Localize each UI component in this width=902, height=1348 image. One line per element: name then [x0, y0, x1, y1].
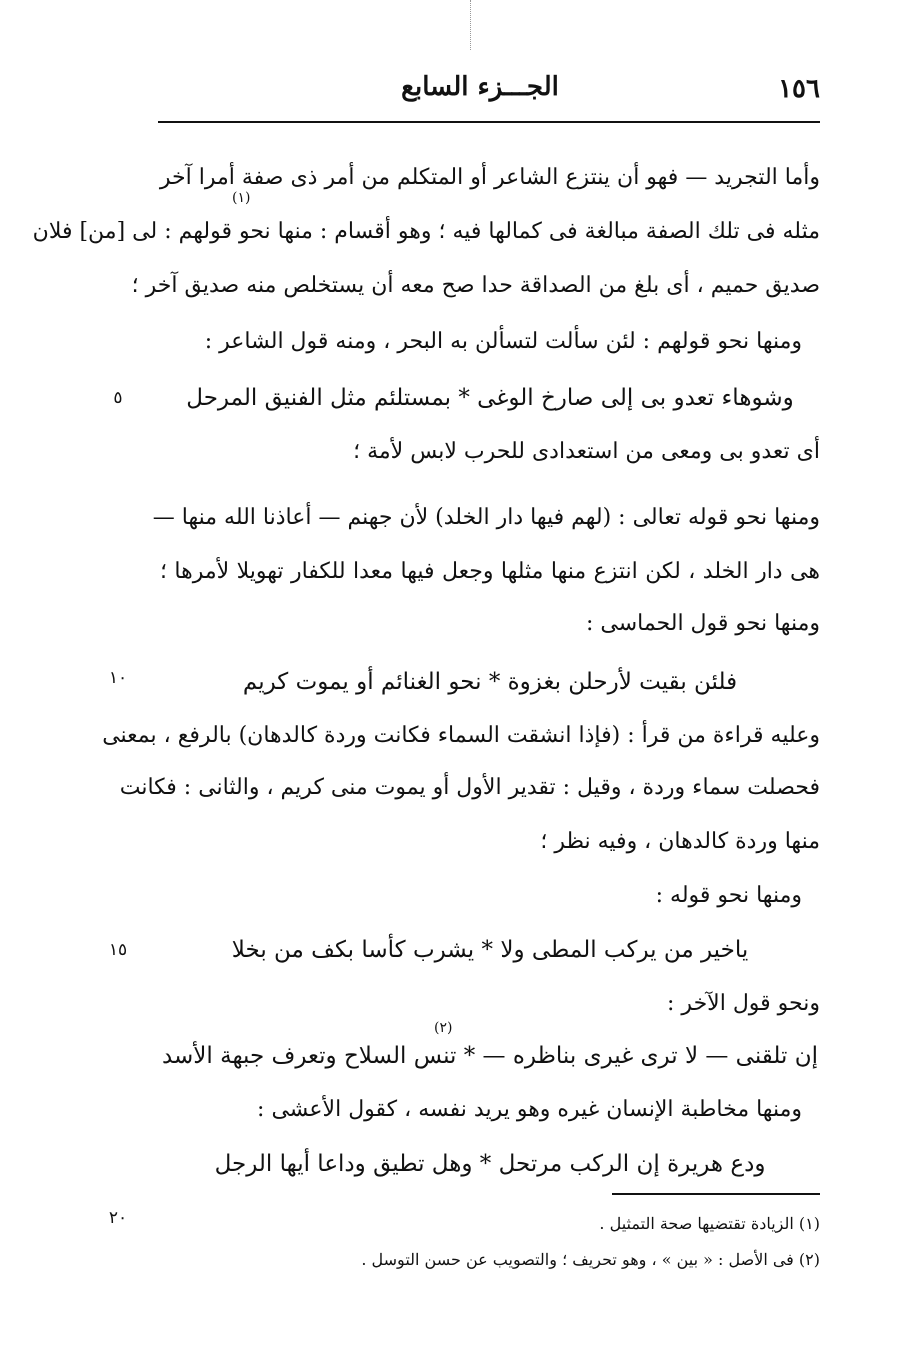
text-line-1: وأما التجريد — فهو أن ينتزع الشاعر أو المتكلم من أمر ذى صفة أمرا آخر: [159, 165, 820, 190]
text-line-4: ومنها نحو قولهم : لئن سألت لتسألن به البحر ، ومنه قول الشاعر :: [204, 329, 802, 354]
verse-line-3: ياخير من يركب المطى ولا * يشرب كأسا بكف من بخلا: [231, 937, 749, 963]
text-line-3: صديق حميم ، أى بلغ من الصداقة حدا صح معه أن يستخلص منه صديق آخر ؛: [131, 273, 820, 298]
verse-line-1: وشوهاء تعدو بى إلى صارخ الوغى * بمستلئم مثل الفنيق المرحل: [186, 385, 794, 411]
footnote-rule: [612, 1193, 820, 1195]
footnote-marker-1: (١): [232, 190, 251, 206]
text-line-11: منها وردة كالدهان ، وفيه نظر ؛: [540, 829, 820, 854]
text-line-10: فحصلت سماء وردة ، وقيل : تقدير الأول أو يموت منى كريم ، والثانى : فكانت: [119, 775, 820, 800]
text-line-7: هى دار الخلد ، لكن انتزع منها مثلها وجعل فيها معدا للكفار تهويلا لأمرها ؛: [160, 559, 820, 584]
line-number-15: ١٥: [108, 940, 128, 960]
line-number-10: ١٠: [108, 668, 128, 688]
text-line-5: أى تعدو بى ومعى من استعدادى للحرب لابس لأمة ؛: [353, 439, 820, 464]
footnote-marker-2: (٢): [434, 1020, 453, 1036]
footnote-2: (٢) فى الأصل : « بين » ، وهو تحريف ؛ والتصويب عن حسن التوسل .: [361, 1250, 820, 1269]
header-rule: [158, 121, 820, 123]
text-line-9: وعليه قراءة من قرأ : (فإذا انشقت السماء فكانت وردة كالدهان) بالرفع ، بمعنى: [102, 723, 820, 748]
verse-line-5: ودع هريرة إن الركب مرتحل * وهل تطيق وداعا أيها الرجل: [214, 1151, 766, 1177]
page-number: ١٥٦: [778, 74, 820, 104]
verse-line-2: فلئن بقيت لأرحلن بغزوة * نحو الغنائم أو يموت كريم: [242, 669, 738, 695]
running-header-title: الجـــزء السابع: [401, 72, 559, 102]
text-line-6: ومنها نحو قوله تعالى : (لهم فيها دار الخلد) لأن جهنم — أعاذنا الله منها —: [152, 505, 820, 530]
footnote-1: (١) الزيادة تقتضيها صحة التمثيل .: [599, 1214, 820, 1233]
text-line-8: ومنها نحو قول الحماسى :: [585, 611, 820, 636]
text-line-14: ومنها مخاطبة الإنسان غيره وهو يريد نفسه ، كقول الأعشى :: [257, 1097, 802, 1122]
text-line-13: ونحو قول الآخر :: [667, 991, 820, 1016]
line-number-20: ٢٠: [108, 1208, 128, 1228]
text-line-2: مثله فى تلك الصفة مبالغة فى كمالها فيه ؛ وهو أقسام : منها نحو قولهم : لى [من] فلان: [32, 219, 820, 244]
line-number-5: ٥: [113, 388, 123, 408]
text-line-12: ومنها نحو قوله :: [655, 883, 802, 908]
verse-line-4: إن تلقنى — لا ترى غيرى بناظره — * تنس السلاح وتعرف جبهة الأسد: [161, 1043, 819, 1069]
binding-mark: [470, 0, 511, 50]
